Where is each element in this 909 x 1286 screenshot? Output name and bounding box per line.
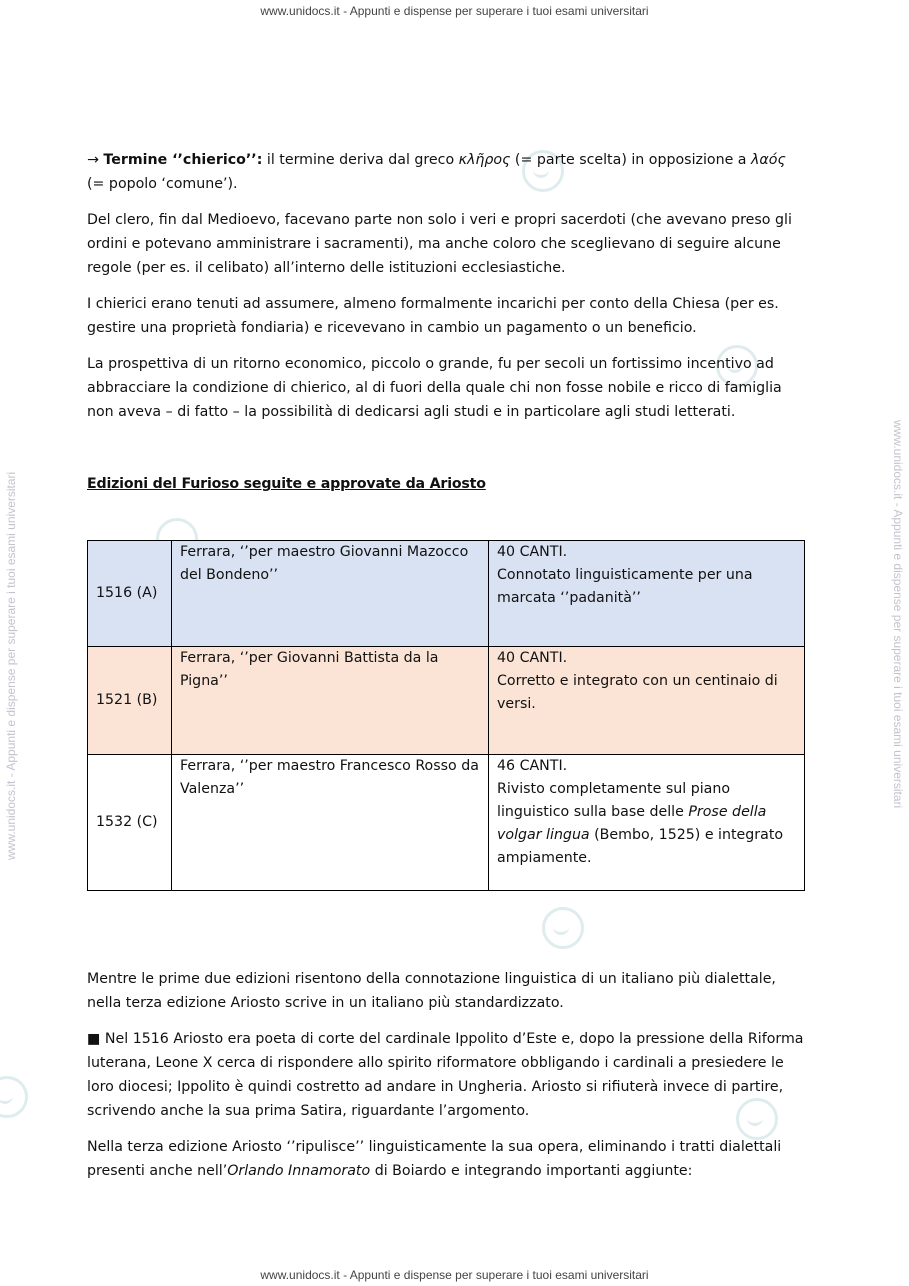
table-row bbox=[88, 647, 805, 755]
term-paragraph bbox=[87, 148, 807, 196]
greek-word-laos: λαός bbox=[751, 152, 786, 168]
book-title: Prose della volgar lingua bbox=[497, 804, 767, 843]
edition-cell: 1532 (C) bbox=[88, 755, 172, 891]
paragraph-text: Nella terza edizione Ariosto ‘’ripulisce’’ linguisticamente la sua opera, eliminando i tratti dialettali presenti anche nell’ bbox=[87, 1139, 782, 1179]
paragraph-terza-edizione bbox=[87, 1135, 807, 1183]
book-title: Orlando Innamorato bbox=[227, 1163, 371, 1179]
term-text: (= popolo ‘comune’). bbox=[87, 176, 238, 192]
paragraph-text: di Boiardo e integrando importanti aggiunte: bbox=[370, 1163, 693, 1179]
note-text: Rivisto completamente sul piano linguistico sulla base delle bbox=[497, 781, 731, 820]
note-text: (Bembo, 1525) e integrato ampiamente. bbox=[497, 827, 784, 866]
watermark-logo-icon bbox=[0, 1076, 28, 1118]
edition-note: Connotato linguisticamente per una marcata ‘’padanità’’ bbox=[497, 567, 753, 606]
place-cell: Ferrara, ‘’per maestro Giovanni Mazocco del Bondeno’’ bbox=[172, 541, 489, 647]
arrow-glyph: → bbox=[87, 152, 104, 168]
canti-count: 40 CANTI. bbox=[497, 544, 568, 560]
description-cell bbox=[489, 541, 805, 647]
edition-cell: 1521 (B) bbox=[88, 647, 172, 755]
watermark-top: www.unidocs.it - Appunti e dispense per superare i tuoi esami universitari bbox=[260, 4, 649, 18]
watermark-bottom: www.unidocs.it - Appunti e dispense per superare i tuoi esami universitari bbox=[260, 1268, 649, 1282]
bullet-glyph: ■ bbox=[87, 1031, 105, 1047]
edition-note: Corretto e integrato con un centinaio di versi. bbox=[497, 673, 778, 712]
editions-table bbox=[87, 540, 805, 891]
canti-count: 40 CANTI. bbox=[497, 650, 568, 666]
edition-cell: 1516 (A) bbox=[88, 541, 172, 647]
paragraph-edizioni: Mentre le prime due edizioni risentono della connotazione linguistica di un italiano più dialettale, nella terza edizione Ariosto scrive in un italiano più standardizzato. bbox=[87, 971, 776, 1011]
term-text: il termine deriva dal greco bbox=[262, 152, 459, 168]
canti-count: 46 CANTI. bbox=[497, 758, 568, 774]
place-cell: Ferrara, ‘’per Giovanni Battista da la Pigna’’ bbox=[172, 647, 489, 755]
paragraph-chierici: I chierici erano tenuti ad assumere, almeno formalmente incarichi per conto della Chiesa (per es. gestire una proprietà fondiaria) e ricevevano in cambio un pagamento o un beneficio. bbox=[87, 296, 779, 336]
term-text: (= parte scelta) in opposizione a bbox=[510, 152, 752, 168]
greek-word-kleros: κλῆρος bbox=[458, 152, 511, 168]
description-cell bbox=[489, 755, 805, 891]
paragraph-clero: Del clero, fin dal Medioevo, facevano parte non solo i veri e propri sacerdoti (che avevano preso gli ordini e potevano amministrare i sacramenti), ma anche coloro che sceglievano di seguire alcune regole (per es. il celibato) all’interno delle istituzioni ecclesiastiche. bbox=[87, 212, 792, 276]
place-cell: Ferrara, ‘’per maestro Francesco Rosso da Valenza’’ bbox=[172, 755, 489, 891]
paragraph-prospettiva: La prospettiva di un ritorno economico, piccolo o grande, fu per secoli un fortissimo incentivo ad abbracciare la condizione di chierico, al di fuori della quale chi non fosse nobile e ricco di famiglia non aveva – di fatto – la possibilità di dedicarsi agli studi e in particolare agli studi letterati. bbox=[87, 356, 782, 420]
description-cell bbox=[489, 647, 805, 755]
watermark-right: www.unidocs.it - Appunti e dispense per superare i tuoi esami universitari bbox=[891, 420, 905, 809]
paragraph-text: Nel 1516 Ariosto era poeta di corte del cardinale Ippolito d’Este e, dopo la pressione della Riforma luterana, Leone X cerca di rispondere allo spirito riformatore obbligando i cardinali a presiedere le loro diocesi; Ippolito è quindi costretto ad andare in Ungheria. Ariosto si rifiuterà invece di partire, scrivendo anche la sua prima Satira, riguardante l’argomento. bbox=[87, 1031, 804, 1119]
term-label: Termine ‘’chierico’’: bbox=[103, 152, 263, 168]
paragraph-ariosto-1516 bbox=[87, 1027, 807, 1123]
table-row bbox=[88, 541, 805, 647]
edition-note bbox=[497, 778, 796, 870]
watermark-left: www.unidocs.it - Appunti e dispense per superare i tuoi esami universitari bbox=[4, 471, 18, 860]
table-row bbox=[88, 755, 805, 891]
document-body bbox=[87, 148, 807, 1195]
section-heading: Edizioni del Furioso seguite e approvate da Ariosto bbox=[87, 476, 486, 492]
